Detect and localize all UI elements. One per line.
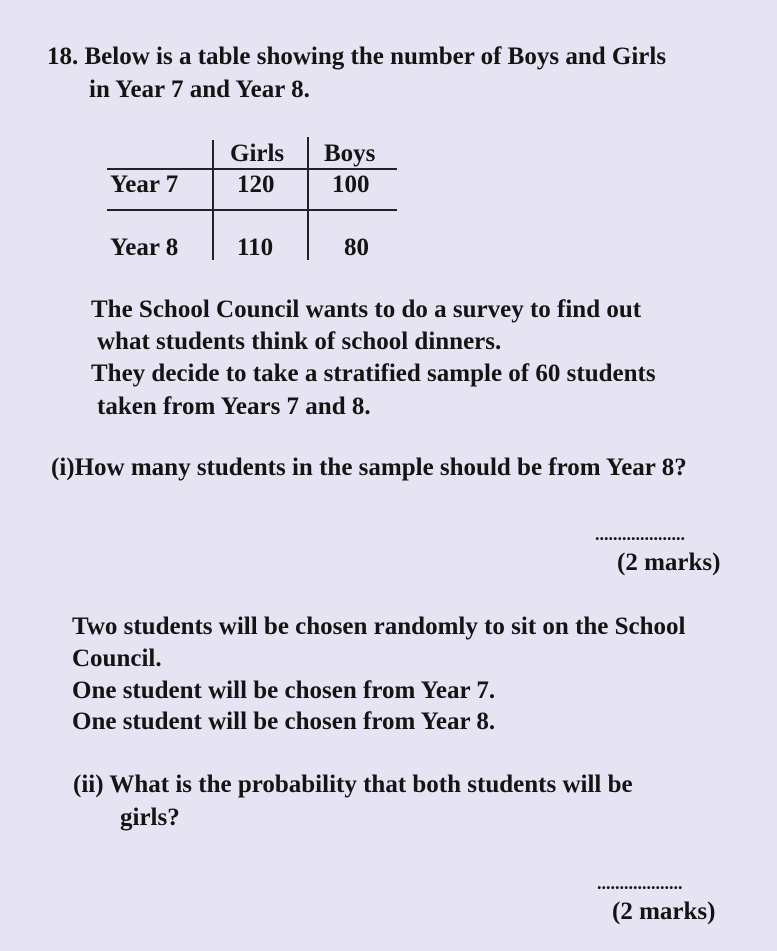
survey-line3: They decide to take a stratified sample of 60 students: [91, 360, 656, 387]
table-line-vertical-2: [307, 137, 309, 260]
table-line-middle: [107, 209, 397, 211]
part-ii-marks: (2 marks): [612, 898, 716, 925]
question-title-line2: in Year 7 and Year 8.: [89, 76, 310, 103]
council-line4: One student will be chosen from Year 8.: [72, 708, 496, 735]
table-line-vertical-1: [212, 140, 214, 260]
header-girls: Girls: [230, 140, 285, 167]
row-label-year8: Year 8: [110, 234, 179, 261]
survey-line1: The School Council wants to do a survey to find out: [91, 296, 642, 323]
part-ii-answer-line: ...................: [597, 873, 683, 893]
survey-line4: taken from Years 7 and 8.: [97, 393, 371, 420]
row-label-year7: Year 7: [110, 171, 179, 198]
cell-year7-girls: 120: [237, 171, 275, 198]
part-i-answer-line: ....................: [595, 524, 685, 544]
header-boys: Boys: [324, 140, 376, 167]
council-line3: One student will be chosen from Year 7.: [72, 677, 496, 704]
question-title-line1: 18. Below is a table showing the number of Boys and Girls: [47, 43, 667, 70]
cell-year8-girls: 110: [237, 234, 274, 261]
council-line2: Council.: [72, 645, 162, 672]
part-ii-question-line2: girls?: [120, 804, 180, 831]
part-i-marks: (2 marks): [617, 549, 721, 576]
table-line-header: [107, 168, 397, 170]
council-line1: Two students will be chosen randomly to sit on the School: [72, 613, 686, 640]
part-ii-question-line1: (ii) What is the probability that both students will be: [73, 771, 633, 798]
cell-year7-boys: 100: [332, 171, 370, 198]
part-i-question: (i)How many students in the sample should be from Year 8?: [51, 454, 687, 481]
cell-year8-boys: 80: [344, 234, 369, 261]
survey-line2: what students think of school dinners.: [97, 328, 502, 355]
